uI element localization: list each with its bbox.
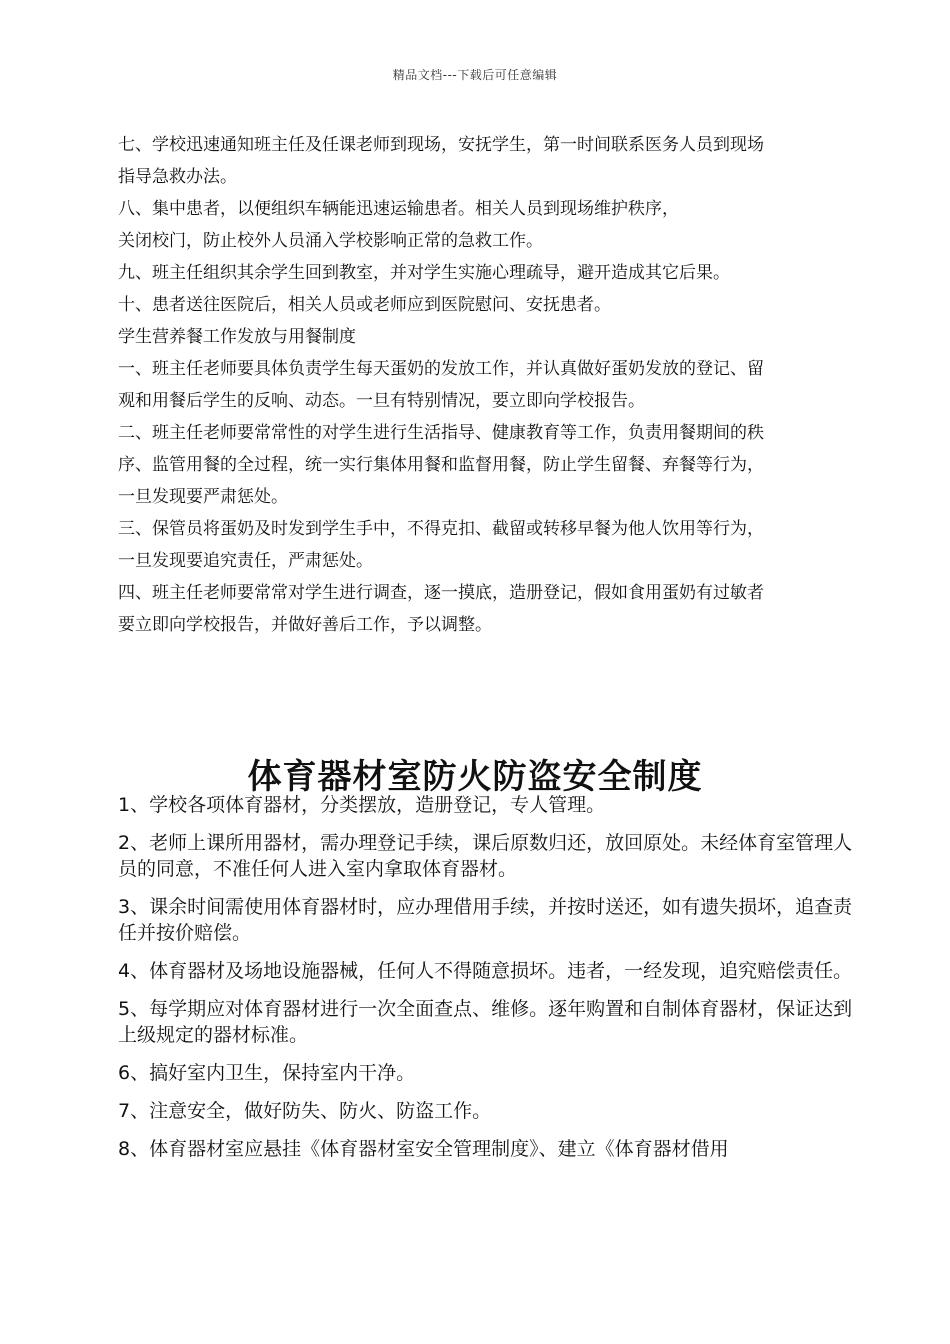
rule-item: 6、搞好室内卫生，保持室内干净。 [118,1062,416,1084]
rule-item: 1、学校各项体育器材，分类摆放，造册登记，专人管理。 [118,794,606,816]
text-line: 关闭校门，防止校外人员涌入学校影响正常的急救工作。 [118,231,543,251]
text-line: 一旦发现要追究责任，严肃惩处。 [118,551,373,571]
nutrition-meal-section [118,129,858,641]
rule-item: 3、课余时间需使用体育器材时，应办理借用手续，并按时送还，如有遗失损坏，追查责任并按价赔偿。 [118,896,853,944]
subsection-heading: 学生营养餐工作发放与用餐制度 [118,327,356,347]
text-line: 三、保管员将蛋奶及时发到学生手中，不得克扣、截留或转移早餐为他人饮用等行为， [118,519,764,539]
rule-item: 2、老师上课所用器材，需办理登记手续，课后原数归还，放回原处。未经体育室管理人员的同意，不准任何人进入室内拿取体育器材。 [118,832,853,880]
text-line: 二、班主任老师要常常性的对学生进行生活指导、健康教育等工作，负责用餐期间的秩 [118,423,764,443]
text-line: 九、班主任组织其余学生回到教室，并对学生实施心理疏导，避开造成其它后果。 [118,263,730,283]
rule-item: 7、注意安全，做好防失、防火、防盗工作。 [118,1100,492,1122]
text-line: 八、集中患者，以便组织车辆能迅速运输患者。相关人员到现场维护秩序， [118,199,679,219]
text-line: 十、患者送往医院后，相关人员或老师应到医院慰问、安抚患者。 [118,295,611,315]
document-title: 体育器材室防火防盗安全制度 [247,757,703,797]
rule-item: 4、体育器材及场地设施器械，任何人不得随意损坏。违者，一经发现，追究赔偿责任。 [118,960,853,982]
text-line: 七、学校迅速通知班主任及任课老师到现场，安抚学生，第一时间联系医务人员到现场 [118,135,764,155]
equipment-room-rules [118,792,858,1174]
text-line: 一、班主任老师要具体负责学生每天蛋奶的发放工作，并认真做好蛋奶发放的登记、留 [118,359,764,379]
page-header: 精品文档---下载后可任意编辑 [392,68,558,82]
text-line: 观和用餐后学生的反响、动态。一旦有特别情况，要立即向学校报告。 [118,391,645,411]
rule-item: 8、体育器材室应悬挂《体育器材室安全管理制度》、建立《体育器材借用 [118,1138,729,1160]
rule-item: 5、每学期应对体育器材进行一次全面查点、维修。逐年购置和自制体育器材，保证达到上级规定的器材标准。 [118,998,853,1046]
text-line: 序、监管用餐的全过程，统一实行集体用餐和监督用餐，防止学生留餐、弃餐等行为， [118,455,764,475]
text-line: 指导急救办法。 [118,167,237,187]
text-line: 要立即向学校报告，并做好善后工作，予以调整。 [118,615,492,635]
text-line: 四、班主任老师要常常对学生进行调查，逐一摸底，造册登记，假如食用蛋奶有过敏者 [118,583,764,603]
text-line: 一旦发现要严肃惩处。 [118,487,288,507]
